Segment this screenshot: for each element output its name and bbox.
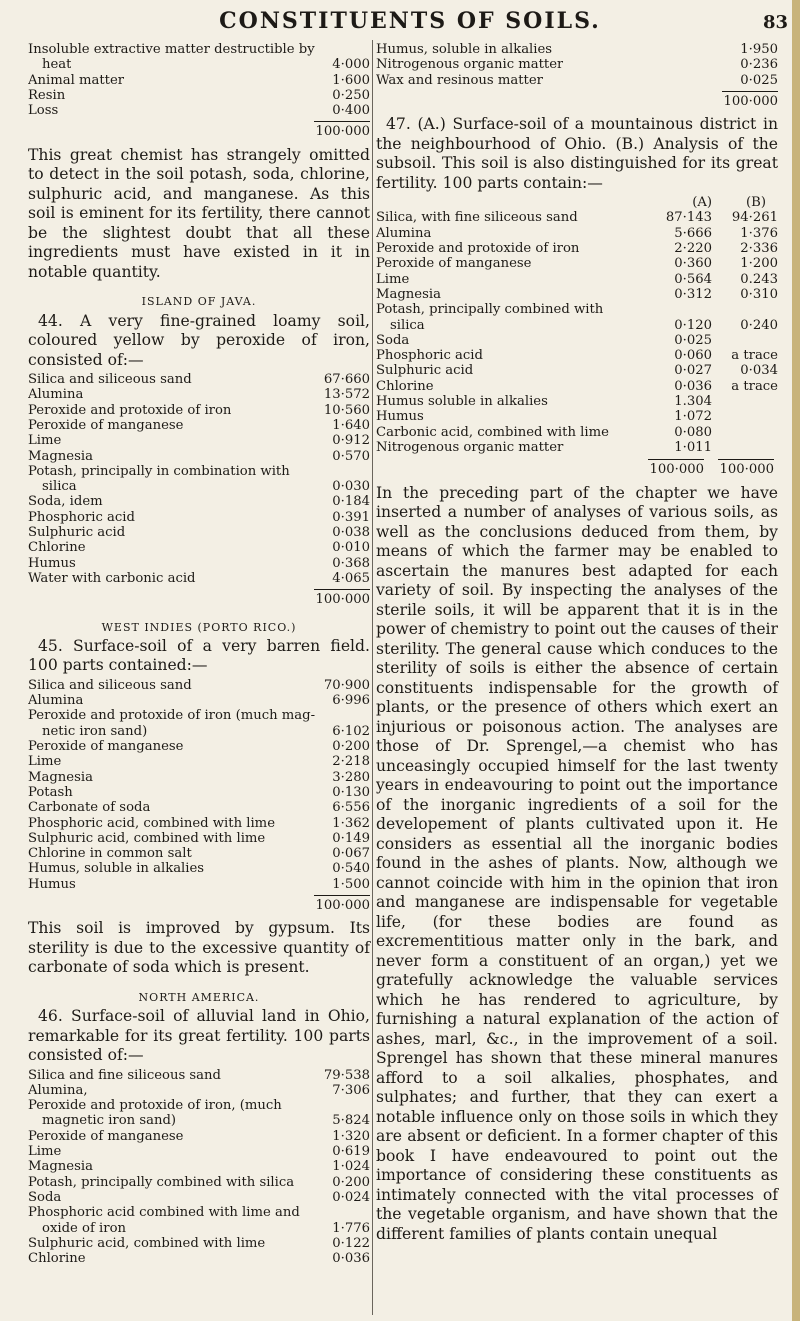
row-label: Humus soluble in alkalies — [376, 394, 548, 410]
row-label: Silica and fine siliceous sand — [28, 1067, 221, 1083]
row-value: 0·200 — [332, 1174, 370, 1190]
row-value — [366, 42, 370, 57]
row-label: Insoluble extractive matter destructible by — [28, 42, 315, 57]
table-row — [376, 440, 778, 455]
row-label: Peroxide and protoxide of iron — [28, 402, 232, 418]
row-label: Chlorine — [28, 540, 86, 556]
row-value: 0·149 — [332, 830, 370, 846]
section-heading-north-america: NORTH AMERICA. — [138, 990, 260, 1004]
row-label: Wax and resinous matter — [376, 72, 543, 88]
row-label: Magnesia — [28, 1159, 93, 1175]
table-row — [376, 409, 778, 424]
table-row — [28, 708, 370, 723]
table-row — [28, 556, 370, 571]
row-label: Magnesia — [376, 286, 441, 302]
row-label: Lime — [28, 1144, 62, 1160]
row-value — [366, 708, 370, 723]
column-headers — [376, 195, 778, 210]
table-continued — [28, 42, 370, 118]
row-label: Peroxide and protoxide of iron — [376, 241, 580, 257]
row-value: 13·572 — [323, 387, 370, 403]
value-a: 1.304 — [674, 394, 712, 410]
table-row — [28, 724, 370, 739]
table-row — [28, 846, 370, 861]
row-label: Sulphuric acid, combined with lime — [28, 1235, 266, 1251]
row-value — [366, 1205, 370, 1220]
table-row — [376, 287, 778, 302]
page-edge — [792, 0, 800, 1321]
row-label: Phosphoric acid — [376, 348, 483, 364]
value-b: 0·240 — [740, 317, 778, 333]
left-column — [28, 42, 370, 1266]
row-label: Potash — [28, 784, 73, 800]
row-value: 0·184 — [332, 494, 370, 510]
value-b: 0·034 — [740, 363, 778, 379]
value-b — [712, 425, 778, 440]
row-value: 0·024 — [332, 1189, 370, 1205]
table-row — [376, 42, 778, 57]
table-row — [376, 57, 778, 72]
table-totals — [376, 459, 778, 477]
row-value: 2·218 — [332, 754, 370, 770]
table-row — [376, 425, 778, 440]
row-label: Alumina, — [28, 1082, 88, 1098]
table-total: 100·000 — [376, 91, 778, 109]
row-label: Water with carbonic acid — [28, 570, 196, 586]
row-label: Sulphuric acid — [28, 525, 126, 541]
row-value: 0·236 — [740, 57, 778, 73]
value-a: 0·060 — [674, 348, 712, 364]
total-b: 100·000 — [718, 459, 774, 477]
table-total: 100·000 — [28, 121, 370, 139]
value-a: 0·360 — [674, 256, 712, 272]
row-value: 0·130 — [332, 784, 370, 800]
row-label: Humus — [376, 409, 424, 425]
table-row — [376, 256, 778, 271]
row-value: 6·996 — [332, 693, 370, 709]
table-row — [28, 693, 370, 708]
table-row — [28, 42, 370, 57]
row-label: Loss — [28, 103, 59, 119]
row-label: Silica, with fine siliceous sand — [376, 210, 578, 226]
value-a: 1·072 — [674, 409, 712, 425]
value-b: 1·376 — [740, 225, 778, 241]
table-row — [28, 510, 370, 525]
table-row — [28, 770, 370, 785]
row-value: 10·560 — [323, 402, 370, 418]
row-label: Alumina — [28, 693, 84, 709]
row-value — [366, 1098, 370, 1113]
row-value: 0·619 — [332, 1144, 370, 1160]
row-value: 1·024 — [332, 1159, 370, 1175]
table-ohio-alluvial — [28, 1068, 370, 1267]
table-row — [376, 73, 778, 88]
row-value: 0·025 — [740, 72, 778, 88]
table-row — [28, 464, 370, 479]
row-label: Alumina — [376, 225, 432, 241]
row-value: 1·640 — [332, 417, 370, 433]
row-label: Silica and siliceous sand — [28, 677, 192, 693]
row-value: 7·306 — [332, 1082, 370, 1098]
row-label: Resin — [28, 87, 66, 103]
row-label: Chlorine in common salt — [28, 846, 192, 862]
section-heading-java: ISLAND OF JAVA. — [141, 295, 257, 309]
row-label: Nitrogenous organic matter — [376, 439, 564, 455]
value-b — [712, 440, 778, 455]
value-a: 0·080 — [674, 424, 712, 440]
table-row — [28, 678, 370, 693]
row-value: 67·660 — [323, 372, 370, 388]
row-label: Chlorine — [376, 378, 434, 394]
value-a: 0·025 — [674, 332, 712, 348]
row-label: Peroxide of manganese — [376, 256, 532, 272]
table-continued — [376, 42, 778, 88]
value-a: 0·027 — [674, 363, 712, 379]
value-b: 1·200 — [740, 256, 778, 272]
table-row — [28, 1083, 370, 1098]
value-b: 94·261 — [731, 210, 778, 226]
row-label: Chlorine — [28, 1251, 86, 1267]
row-value: 3·280 — [332, 769, 370, 785]
value-a: 0·036 — [674, 378, 712, 394]
total-a: 100·000 — [648, 459, 704, 477]
table-row — [28, 103, 370, 118]
analysis-intro-46: 46. Surface-soil of alluvial land in Ohio, remarkable for its great fertility. 100 parts consisted of:— — [28, 1007, 370, 1065]
row-label: Phosphoric acid — [28, 509, 135, 525]
table-ohio-mountain — [376, 210, 778, 455]
row-label: Sulphuric acid, combined with lime — [28, 830, 266, 846]
table-row — [28, 1098, 370, 1113]
table-row — [28, 800, 370, 815]
row-label: Peroxide of manganese — [28, 1128, 184, 1144]
row-value: 0·010 — [332, 540, 370, 556]
value-b: 0·310 — [740, 286, 778, 302]
table-row — [28, 1113, 370, 1128]
table-row — [28, 1144, 370, 1159]
row-value: 0·038 — [332, 525, 370, 541]
table-row — [376, 394, 778, 409]
table-row — [28, 1236, 370, 1251]
table-row — [28, 403, 370, 418]
table-total: 100·000 — [28, 895, 370, 913]
value-b — [712, 394, 778, 409]
row-label: silica — [42, 479, 77, 495]
table-west-indies — [28, 678, 370, 892]
row-label: Potash, principally combined with — [376, 302, 604, 318]
table-row — [28, 57, 370, 72]
row-label: heat — [42, 57, 72, 73]
row-value: 0·391 — [332, 509, 370, 525]
table-row — [28, 479, 370, 494]
row-label: Nitrogenous organic matter — [376, 57, 564, 73]
table-row — [28, 1205, 370, 1220]
value-b — [712, 302, 778, 317]
table-java — [28, 372, 370, 586]
table-row — [28, 1190, 370, 1205]
section-heading-west-indies: WEST INDIES (PORTO RICO.) — [101, 620, 297, 634]
analysis-intro-47: 47. (A.) Surface-soil of a mountainous district in the neighbourhood of Ohio. (B.) Analysis of the subsoil. This soil is also distinguished for its great fertility. 100 parts contain:— — [376, 115, 778, 192]
row-label: Soda — [28, 1189, 62, 1205]
table-row — [376, 333, 778, 348]
row-value: 1·320 — [332, 1128, 370, 1144]
row-label: Carbonic acid, combined with lime — [376, 424, 609, 440]
table-row — [28, 433, 370, 448]
row-label: oxide of iron — [42, 1220, 126, 1236]
table-row — [28, 88, 370, 103]
table-row — [28, 1251, 370, 1266]
value-a: 0·564 — [674, 271, 712, 287]
row-label: Silica and siliceous sand — [28, 372, 192, 388]
row-value: 0·250 — [332, 87, 370, 103]
table-row — [28, 861, 370, 876]
table-row — [28, 449, 370, 464]
value-a: 87·143 — [665, 210, 712, 226]
table-row — [28, 1068, 370, 1083]
running-head — [0, 6, 800, 36]
value-a — [644, 302, 712, 317]
table-row — [28, 571, 370, 586]
value-a: 0·312 — [674, 286, 712, 302]
row-value: 0·400 — [332, 103, 370, 119]
row-label: Humus — [28, 876, 76, 892]
row-value: 4·000 — [332, 57, 370, 73]
row-value: 79·538 — [323, 1067, 370, 1083]
row-label: Sulphuric acid — [376, 363, 474, 379]
row-value: 1·776 — [332, 1220, 370, 1236]
table-row — [28, 816, 370, 831]
row-label: Phosphoric acid, combined with lime — [28, 815, 275, 831]
row-value: 1·362 — [332, 815, 370, 831]
value-a: 0·120 — [674, 317, 712, 333]
row-label: Humus — [28, 555, 76, 571]
row-label: Alumina — [28, 387, 84, 403]
row-value: 0·570 — [332, 448, 370, 464]
table-row — [376, 302, 778, 317]
paragraph: This soil is improved by gypsum. Its sterility is due to the excessive quantity of carbonate of soda which is present. — [28, 919, 370, 977]
table-row — [376, 363, 778, 378]
row-value: 1·950 — [740, 42, 778, 57]
table-row — [28, 1175, 370, 1190]
row-label: Carbonate of soda — [28, 800, 151, 816]
row-value: 5·824 — [332, 1113, 370, 1129]
row-value: 0·036 — [332, 1251, 370, 1267]
table-row — [28, 1129, 370, 1144]
table-row — [28, 1221, 370, 1236]
row-label: Potash, principally in combination with — [28, 463, 290, 479]
table-row — [28, 494, 370, 509]
running-title: CONSTITUENTS OF SOILS. — [219, 8, 601, 34]
row-value: 6·102 — [332, 723, 370, 739]
row-value: 70·900 — [323, 677, 370, 693]
paragraph: In the preceding part of the chapter we have inserted a number of analyses of various soils, as well as the conclusions deduced from them, by means of which the farmer may be enabled to ascertain the manures best adapted for each variety of soil. By inspecting the analyses of the sterile soils, it will be apparent that it is in the power of chemistry to point out the causes of their sterility. The general cause which conduces to the sterility of soils is either the absence of certain constituents indispensable for the growth of plants, or the presence of others which exert an injurious or poisonous action. The analyses are those of Dr. Sprengel,—a chemist who has unceasingly occupied himself for the last twenty years in endeavouring to point out the importance of the inorganic ingredients of a soil for the developement of plants cultivated upon it. He considers as essential all the inorganic bodies found in the ashes of plants. Now, although we cannot coincide with him in the opinion that iron and manganese are indispensable for vegetable life, (for these bodies are found as excrementitious matter only in the bark, and never form a constituent of an organ,) yet we gratefully acknowledge the valuable services which he has rendered to agriculture, by furnishing a natural explanation of the action of ashes, marl, &c., in the improvement of a soil. Sprengel has shown that these mineral manures afford to a soil alkalies, phosphates, and sulphates; and further, that they can exert a notable influence only on those soils in which they are absent or deficient. In a former chapter of this book I have endeavoured to point out the importance of considering these constituents as intimately connected with the vital processes of the vegetable organism, and have shown that the different families of plants contain unequal — [376, 483, 778, 1243]
analysis-intro-44: 44. A very fine-grained loamy soil, coloured yellow by peroxide of iron, consisted of:— — [28, 311, 370, 369]
row-label: Lime — [28, 433, 62, 449]
page-number: 83 — [762, 12, 788, 33]
row-value: 1·600 — [332, 72, 370, 88]
value-b: 0.243 — [740, 271, 778, 287]
row-label: Soda — [376, 332, 410, 348]
column-header-b: (B) — [746, 195, 766, 211]
table-row — [28, 387, 370, 402]
row-label: magnetic iron sand) — [42, 1113, 177, 1129]
row-label: Peroxide of manganese — [28, 739, 184, 755]
row-label: Lime — [376, 271, 410, 287]
table-row — [28, 540, 370, 555]
row-label: Peroxide and protoxide of iron, (much — [28, 1098, 282, 1114]
row-value: 0·067 — [332, 846, 370, 862]
table-row — [28, 418, 370, 433]
table-total: 100·000 — [28, 589, 370, 607]
value-b — [712, 409, 778, 424]
row-value: 0·200 — [332, 739, 370, 755]
row-label: Lime — [28, 754, 62, 770]
row-value: 0·122 — [332, 1235, 370, 1251]
table-row — [28, 73, 370, 88]
row-label: Potash, principally combined with silica — [28, 1174, 295, 1190]
table-row — [376, 210, 778, 225]
row-label: Peroxide of manganese — [28, 417, 184, 433]
row-label: Phosphoric acid combined with lime and — [28, 1205, 300, 1221]
row-label: Animal matter — [28, 72, 125, 88]
analysis-intro-45: 45. Surface-soil of a very barren field. 100 parts contained:— — [28, 636, 370, 675]
value-a: 5·666 — [674, 225, 712, 241]
row-label: Humus, soluble in alkalies — [28, 861, 205, 877]
row-value: 0·912 — [332, 433, 370, 449]
column-header-a: (A) — [692, 195, 713, 211]
value-b: a trace — [731, 378, 778, 394]
value-b: a trace — [731, 348, 778, 364]
row-value: 6·556 — [332, 800, 370, 816]
value-a: 1·011 — [674, 439, 712, 455]
table-row — [28, 877, 370, 892]
row-value: 1·500 — [332, 876, 370, 892]
row-label: netic iron sand) — [42, 723, 148, 739]
row-label: Humus, soluble in alkalies — [376, 42, 553, 57]
table-row — [28, 525, 370, 540]
value-b: 2·336 — [740, 241, 778, 257]
value-b — [712, 333, 778, 348]
table-row — [28, 754, 370, 769]
table-row — [28, 831, 370, 846]
paragraph: This great chemist has strangely omitted to detect in the soil potash, soda, chlorine, sulphuric acid, and manganese. As this soil is eminent for its fertility, there cannot be the slightest doubt that all these ingredients must have existed in it in notable quantity. — [28, 145, 370, 281]
row-label: Peroxide and protoxide of iron (much mag- — [28, 708, 316, 724]
row-value — [366, 464, 370, 479]
row-label: silica — [390, 317, 425, 333]
table-row — [376, 272, 778, 287]
table-row — [376, 348, 778, 363]
table-row — [376, 226, 778, 241]
table-row — [28, 372, 370, 387]
table-row — [376, 241, 778, 256]
table-row — [376, 318, 778, 333]
row-value: 0·540 — [332, 861, 370, 877]
table-row — [28, 1159, 370, 1174]
value-a: 2·220 — [674, 241, 712, 257]
table-row — [376, 379, 778, 394]
row-label: Magnesia — [28, 448, 93, 464]
table-row — [28, 739, 370, 754]
row-label: Soda, idem — [28, 494, 103, 510]
table-row — [28, 785, 370, 800]
right-column — [376, 42, 778, 1244]
row-value: 0·030 — [332, 479, 370, 495]
row-value: 0·368 — [332, 555, 370, 571]
column-divider — [372, 40, 373, 1315]
row-value: 4·065 — [332, 570, 370, 586]
row-label: Magnesia — [28, 769, 93, 785]
